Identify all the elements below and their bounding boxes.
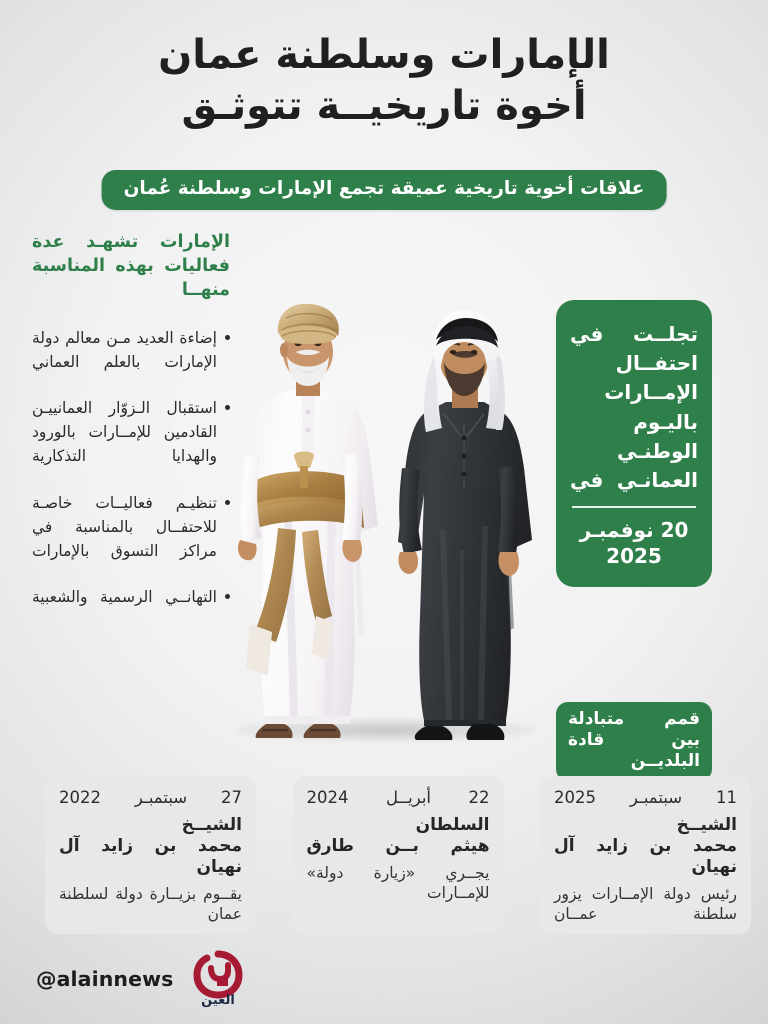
list-item: التهانــي الرسمية والشعبية xyxy=(32,585,230,609)
title-line-2: أخوة تاريخيــة تتوثـق xyxy=(181,83,587,130)
table-row xyxy=(293,776,504,934)
timeline-name: محمد بن زايد آل نهيان xyxy=(59,835,242,877)
figure-uae-leader xyxy=(390,310,540,740)
timeline-role: السلطان xyxy=(415,814,490,835)
figure-omani-leader xyxy=(232,304,384,740)
timeline-date: 27 سبتمبـر 2022 xyxy=(59,788,242,807)
timeline-cards xyxy=(45,776,751,934)
leaders-photo xyxy=(218,278,558,748)
timeline-role: الشيــخ xyxy=(676,814,737,835)
list-item: تنظيـم فعاليــات خاصـة للاحتفــال بالمناسبة في مراكز التسوق بالإمارات xyxy=(32,491,230,563)
logo-arabic-label: العين xyxy=(201,993,236,1008)
page-title xyxy=(0,30,768,132)
subtitle-banner: علاقات أخوية تاريخية عميقة تجمع الإمارات وسلطنة عُمان xyxy=(102,170,667,210)
list-item: إضاءة العديد مـن معالم دولة الإمارات بالعلم العماني xyxy=(32,326,230,374)
title-line-1: الإمارات وسلطنة عمان xyxy=(158,32,610,78)
alain-logo-icon xyxy=(187,948,249,1010)
table-row xyxy=(540,776,751,934)
list-item: استقبال الـزوّار العمانييـن القادمين للإمــارات بالورود والهدايا التذكارية xyxy=(32,396,230,468)
events-list-heading: الإمارات تشهـد عدة فعاليات بهذه المناسبة منهــا xyxy=(32,232,230,301)
timeline-name: هيثم بــن طارق xyxy=(306,835,490,856)
timeline-date: 11 سبتمبـر 2025 xyxy=(554,788,737,807)
events-list-column xyxy=(32,230,230,631)
summits-label: قمم متبادلة بين قادة البلديــن xyxy=(556,702,712,781)
timeline-description: يجــري «زيارة دولة» للإمــارات xyxy=(306,863,490,902)
national-day-text: تجلــت في احتفــال الإمــارات باليـوم الوطنـي العمانـي في xyxy=(570,322,698,492)
timeline-name: محمد بن زايد آل نهيان xyxy=(554,835,737,877)
national-day-date: 20 نوفمبـر 2025 xyxy=(579,518,689,569)
divider xyxy=(572,506,696,508)
timeline-date: 22 أبريــل 2024 xyxy=(306,788,490,807)
footer xyxy=(36,948,249,1010)
timeline-role: الشيــخ xyxy=(181,814,242,835)
table-row xyxy=(45,776,256,934)
timeline-description: رئيس دولة الإمــارات يزور سلطنة عمــان xyxy=(554,884,737,923)
timeline-description: يقــوم بزيــارة دولة لسلطنة عمان xyxy=(59,884,242,923)
social-handle[interactable]: @alainnews xyxy=(36,967,174,991)
national-day-callout xyxy=(556,300,712,587)
